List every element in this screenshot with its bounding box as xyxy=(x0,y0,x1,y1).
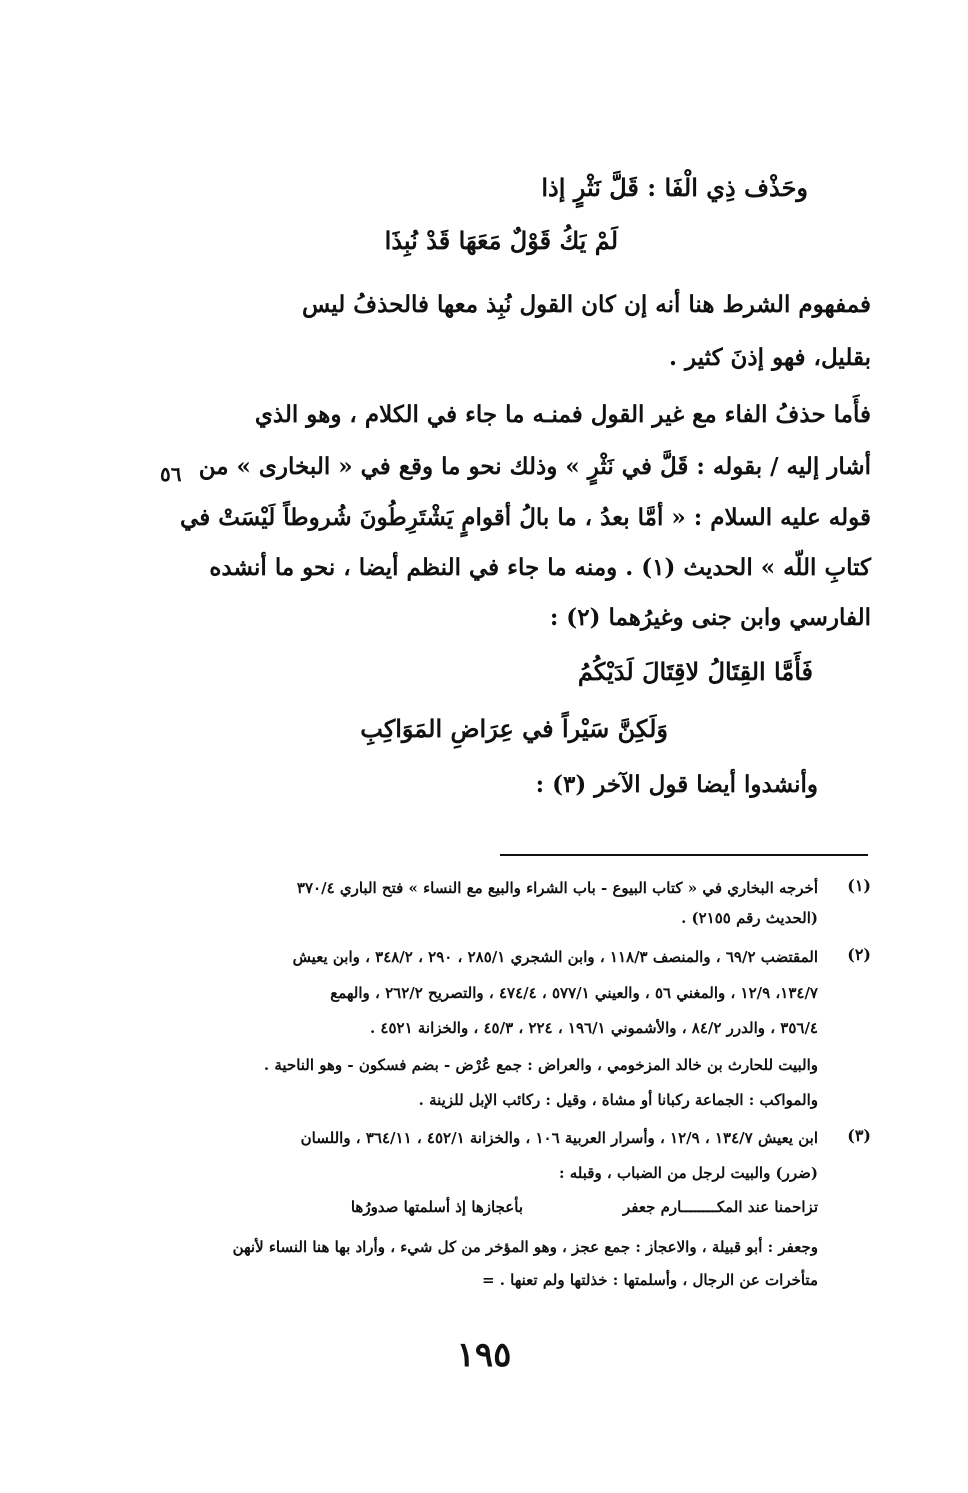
footnote-1-line-2: (الحديث رقم ٢١٥٥) . xyxy=(681,909,818,927)
margin-folio-note: ٥٦ xyxy=(160,462,182,486)
paragraph-2-line-1: فأَما حذفُ الفاء مع غير القول فمنـه ما جاء في الكلام ، وهو الذي xyxy=(254,401,871,428)
paragraph-2-line-5: الفارسي وابن جنى وغيرُهما (٢) : xyxy=(549,604,871,631)
verse-1-first-hemistich: وحَذْف ذِي الْفَا : قَلَّ نَثْرٍ إذا xyxy=(541,173,808,202)
footnote-2-line-5: والمواكب : الجماعة ركبانا أو مشاة ، وقيل : ركائب الإبل للزينة . xyxy=(418,1091,818,1109)
paragraph-3: وأنشدوا أيضا قول الآخر (٣) : xyxy=(535,771,818,798)
footnote-1-line-1: أخرجه البخاري في « كتاب البيوع - باب الشراء والبيع مع النساء » فتح الباري ٣٧٠/٤ xyxy=(296,879,818,897)
footnote-2-number: (٢) xyxy=(847,945,871,964)
verse-2-second-hemistich: وَلَكِنَّ سَيْراً في عِرَاضِ المَوَاكِبِ xyxy=(360,714,668,743)
footnote-3-verse-first-hemistich: تزاحمنا عند المكــــــــارم جعفر xyxy=(623,1198,818,1216)
paragraph-2-line-2: أشار إليه / بقوله : قَلَّ في نَثْرٍ » وذلك نحو ما وقع في « البخارى » من xyxy=(198,453,871,480)
paragraph-2-line-3: قوله عليه السلام : « أمَّا بعدُ ، ما بالُ أقوامٍ يَشْتَرِطُونَ شُروطاً لَيْسَتْ في xyxy=(180,504,871,531)
footnote-3-line-3: وجعفر : أبو قبيلة ، والاعجاز : جمع عجز ، وهو المؤخر من كل شيء ، وأراد بها هنا النساء لأنهن xyxy=(232,1238,818,1256)
footnote-2-line-2: ١٣٤/٧، ١٢/٩ ، والمغني ٥٦ ، والعيني ٥٧٧/١ ، ٤٧٤/٤ ، والتصريح ٢٦٢/٢ ، والهمع xyxy=(330,984,818,1002)
footnote-3-line-1: ابن يعيش ١٣٤/٧ ، ١٢/٩ ، وأسرار العربية ١٠٦ ، والخزانة ٤٥٢/١ ، ٣٦٤/١١ ، واللسان xyxy=(300,1129,818,1147)
paragraph-1-line-1: فمفهوم الشرط هنا أنه إن كان القول نُبِذ معها فالحذفُ ليس xyxy=(301,291,871,318)
verse-1-second-hemistich: لَمْ يَكُ قَوْلٌ مَعَهَا قَدْ نُبِذَا xyxy=(384,226,618,255)
verse-2-first-hemistich: فَأَمَّا القِتَالُ لاقِتَالَ لَدَيْكُمُ xyxy=(577,657,813,686)
footnote-1-number: (١) xyxy=(847,876,871,895)
paragraph-2-line-4: كتابِ اللّه » الحديث (١) . ومنه ما جاء في النظم أيضا ، نحو ما أنشده xyxy=(209,554,871,581)
paragraph-1-line-2: بقليل، فهو إذنَ كثير . xyxy=(669,344,871,371)
footnote-3-line-2: (ضرر) والبيت لرجل من الضباب ، وقبله : xyxy=(559,1164,818,1182)
footnote-2-line-4: والبيت للحارث بن خالد المزخومي ، والعراض : جمع عُرْض - بضم فسكون - وهو الناحية . xyxy=(263,1056,818,1074)
footnote-3-line-4: متأخرات عن الرجال ، وأسلمتها : خذلتها ولم تعنها . = xyxy=(481,1271,818,1289)
footnote-2-line-1: المقتضب ٦٩/٢ ، والمنصف ١١٨/٣ ، وابن الشجري ٢٨٥/١ ، ٢٩٠ ، ٣٤٨/٢ ، وابن يعيش xyxy=(292,948,818,966)
page-number: ١٩٥ xyxy=(456,1335,512,1375)
footnote-3-verse-second-hemistich: بأعجازها إذ أسلمتها صدورُها xyxy=(350,1198,523,1216)
footnote-3-number: (٣) xyxy=(847,1126,871,1145)
footnote-2-line-3: ٣٥٦/٤ ، والدرر ٨٤/٢ ، والأشموني ١٩٦/١ ، ٢٢٤ ، ٤٥/٣ ، والخزانة ٤٥٢١ . xyxy=(369,1019,818,1037)
footnote-separator xyxy=(500,854,868,856)
